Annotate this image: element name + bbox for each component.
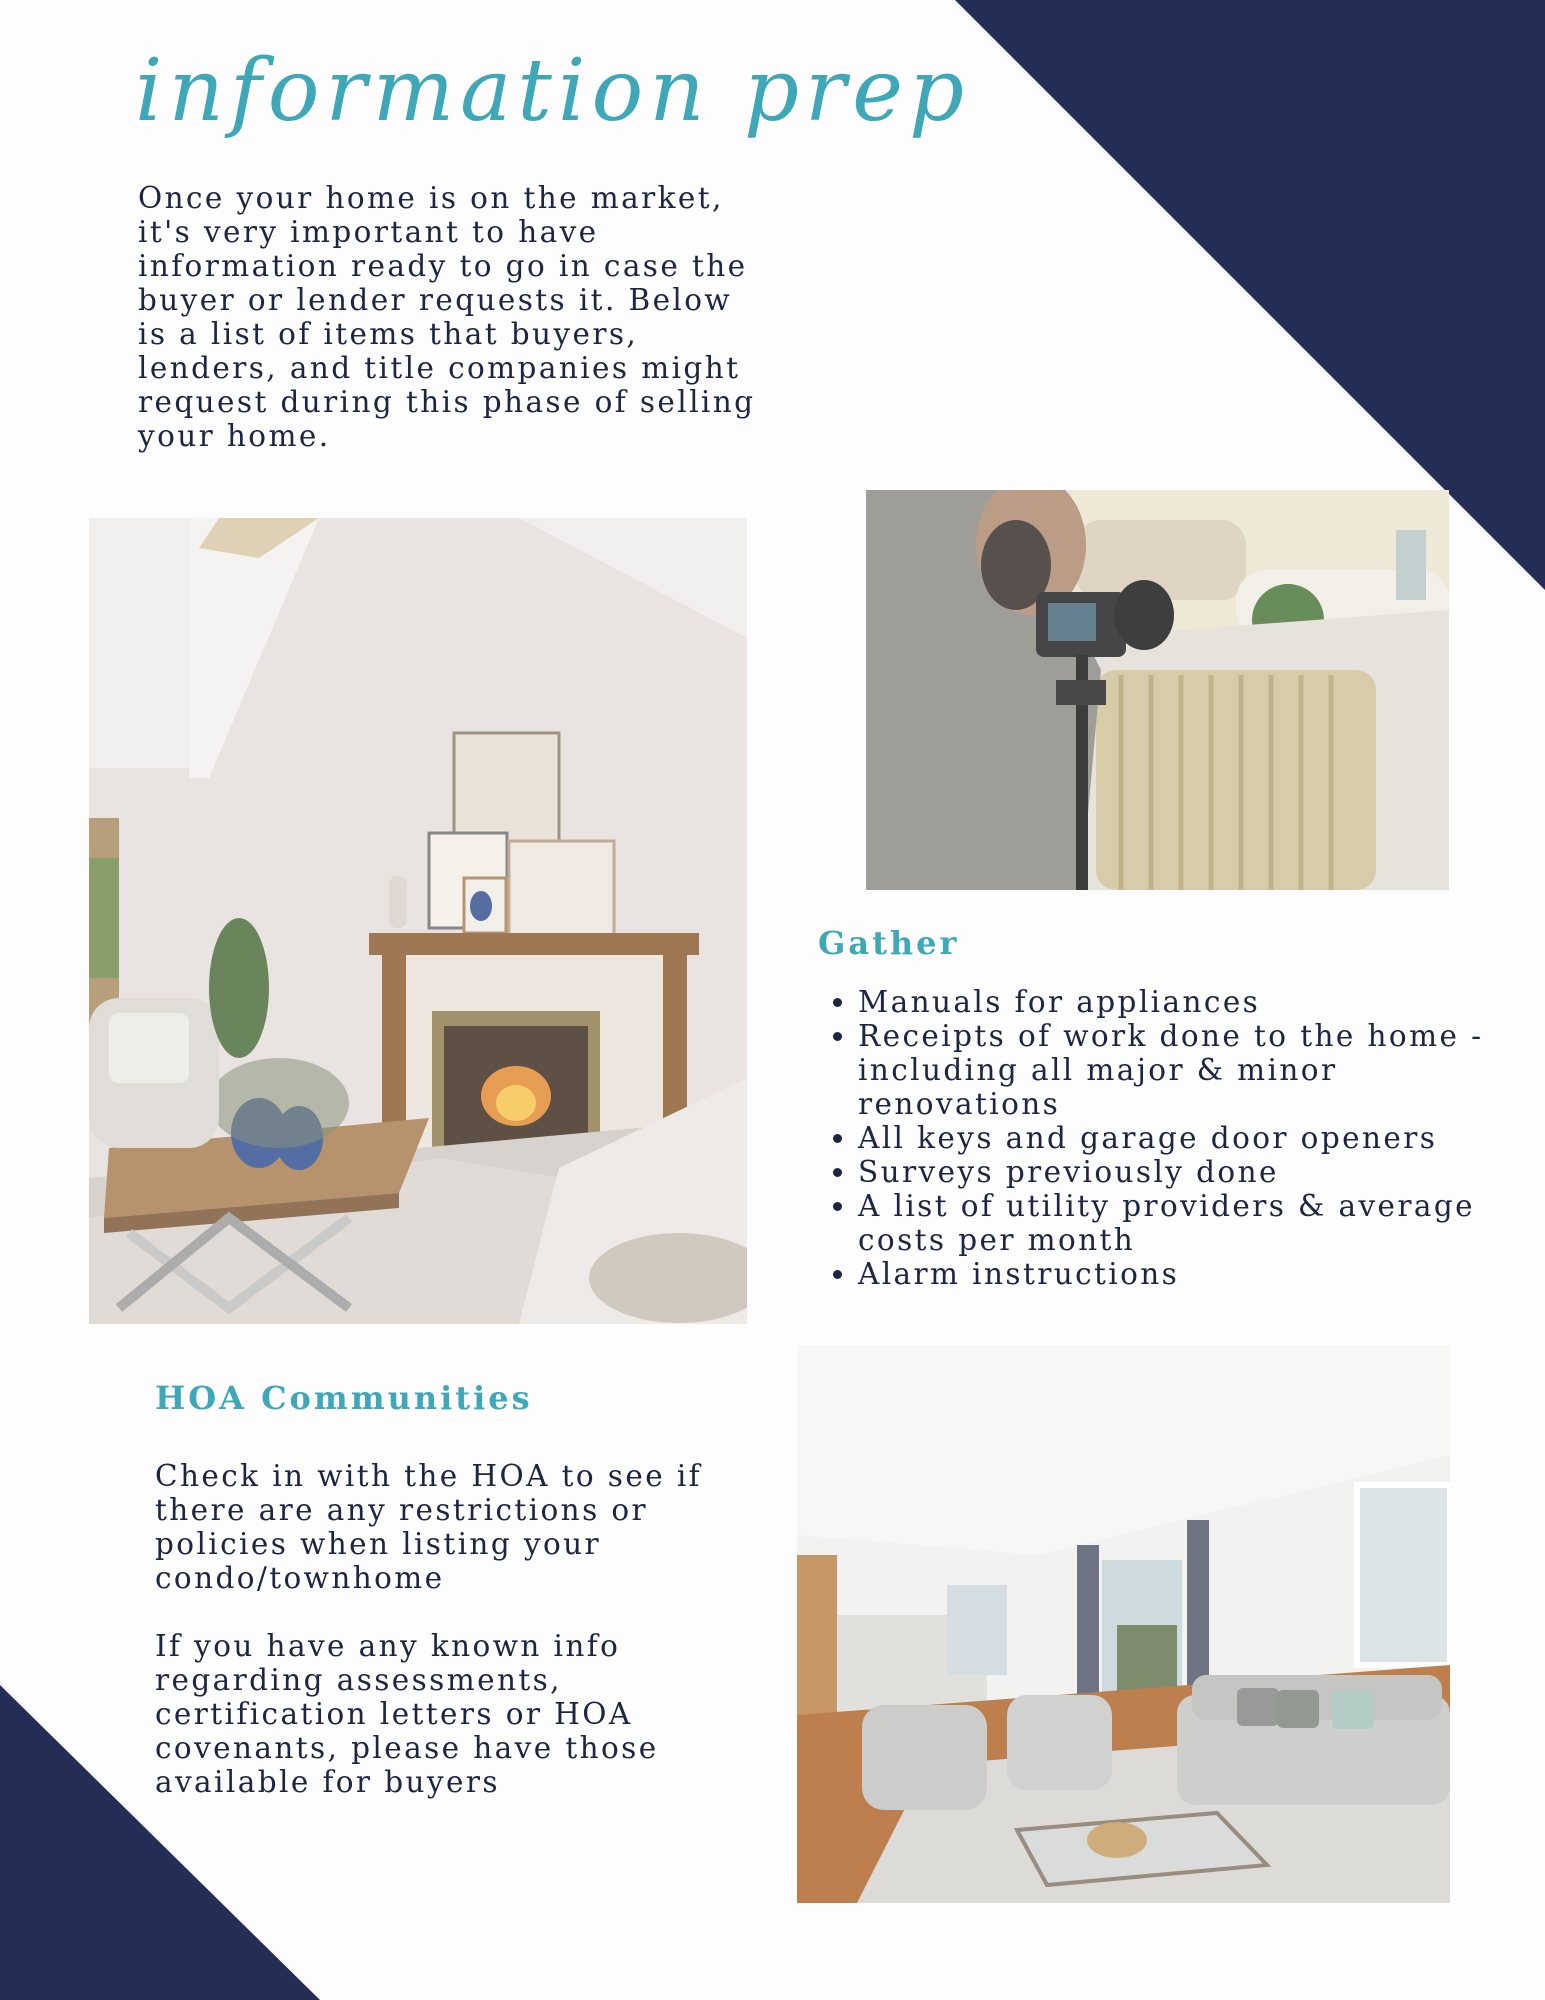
- list-item: • Alarm instructions: [858, 1257, 1538, 1291]
- hoa-paragraph-restrictions: Check in with the HOA to see if there are any restrictions or policies when listing your condo/townhome: [155, 1459, 702, 1595]
- photographer-camera-photo: [866, 490, 1449, 890]
- page-title: [135, 40, 971, 160]
- hoa-heading: HOA Communities: [155, 1379, 533, 1417]
- gather-heading: Gather: [818, 924, 960, 962]
- list-item: • Surveys previously done: [858, 1155, 1538, 1189]
- gather-list: [818, 985, 1538, 1291]
- open-living-room-photo: [797, 1345, 1450, 1903]
- fireplace-living-room-photo: [89, 518, 747, 1324]
- list-item: • A list of utility providers & average costs per month: [858, 1189, 1538, 1257]
- page-title-text: information prep: [135, 41, 971, 141]
- list-item: • Manuals for appliances: [858, 985, 1538, 1019]
- intro-paragraph: Once your home is on the market, it's very important to have information ready to go in case the buyer or lender requests it. Below is a list of items that buyers, lenders, and title companies might request during this phase of selling your home.: [138, 181, 756, 453]
- hoa-paragraph-assessments: If you have any known info regarding assessments, certification letters or HOA covenants, please have those available for buyers: [155, 1629, 659, 1799]
- list-item: • All keys and garage door openers: [858, 1121, 1538, 1155]
- list-item: • Receipts of work done to the home - including all major & minor renovations: [858, 1019, 1538, 1121]
